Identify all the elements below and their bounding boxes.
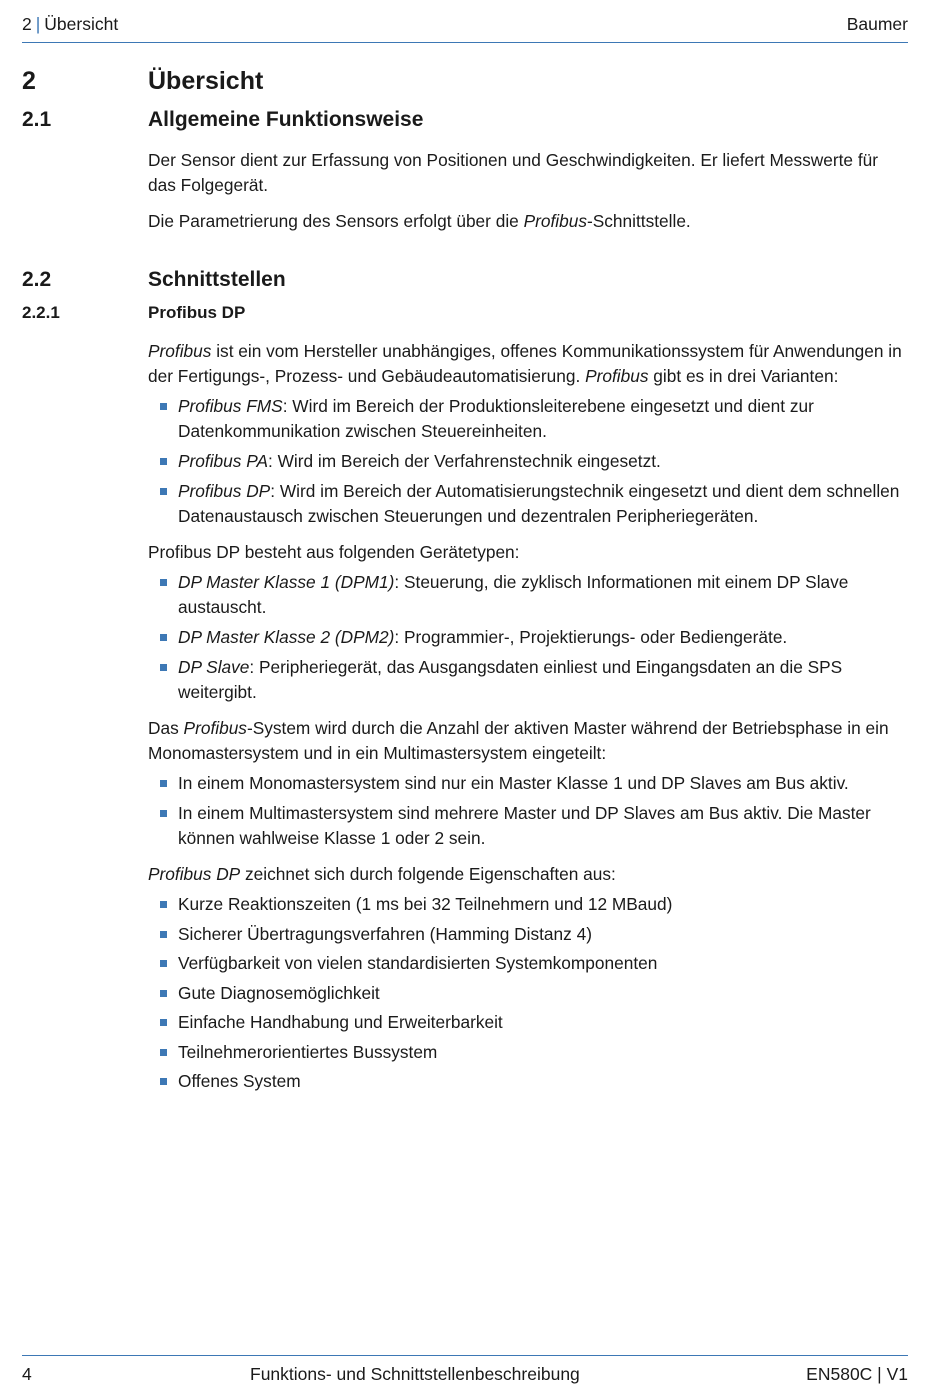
systems-list xyxy=(148,771,908,851)
bullet-icon xyxy=(160,488,167,495)
properties-list xyxy=(148,892,908,1094)
document-title: Funktions- und Schnittstellenbeschreibung xyxy=(250,1364,580,1384)
italic-term: DP Master Klasse 2 (DPM2) xyxy=(178,627,395,647)
bullet-icon xyxy=(160,403,167,410)
text-run: -System wird durch die Anzahl der aktiven Master während der Betriebsphase in ein Monomastersystem und in ein Multimastersystem eingeteilt: xyxy=(148,718,889,763)
bullet-icon xyxy=(160,664,167,671)
text-run: : Wird im Bereich der Verfahrenstechnik eingesetzt. xyxy=(267,451,661,471)
paragraph xyxy=(148,339,908,389)
bullet-icon xyxy=(160,990,167,997)
text-run: Einfache Handhabung und Erweiterbarkeit xyxy=(178,1012,503,1032)
text-run: Verfügbarkeit von vielen standardisierten Systemkomponenten xyxy=(178,953,658,973)
list-item xyxy=(148,655,908,705)
heading-2-title: Übersicht xyxy=(148,67,264,95)
text-run: zeichnet sich durch folgende Eigenschaften aus: xyxy=(240,864,616,884)
section-2-2-1-body xyxy=(148,339,908,1094)
bullet-icon xyxy=(160,579,167,586)
list-item xyxy=(148,771,908,796)
header-brand: Baumer xyxy=(846,14,908,34)
list-item xyxy=(148,1069,908,1094)
list-item xyxy=(148,1040,908,1065)
italic-term: Profibus DP xyxy=(178,481,271,501)
devices-list xyxy=(148,570,908,705)
heading-2-2-1-title: Profibus DP xyxy=(148,303,246,322)
text-run: : Programmier-, Projektierungs- oder Bediengeräte. xyxy=(394,627,788,647)
bullet-icon xyxy=(160,634,167,641)
text-run: In einem Multimastersystem sind mehrere Master und DP Slaves am Bus aktiv. Die Master können wahlweise Klasse 1 oder 2 sein. xyxy=(178,803,871,848)
italic-term: DP Master Klasse 1 (DPM1) xyxy=(178,572,395,592)
italic-term: Profibus xyxy=(148,341,212,361)
header-separator: | xyxy=(35,14,41,34)
paragraph xyxy=(148,862,908,887)
list-item xyxy=(148,951,908,976)
italic-term: Profibus PA xyxy=(178,451,268,471)
heading-2-2-title: Schnittstellen xyxy=(148,268,286,291)
list-item xyxy=(148,394,908,444)
heading-2-2-1-number: 2.2.1 xyxy=(22,303,60,322)
text-run: -Schnittstelle. xyxy=(587,211,691,231)
bullet-icon xyxy=(160,1019,167,1026)
page-footer xyxy=(22,1355,908,1388)
list-item xyxy=(148,570,908,620)
list-item xyxy=(148,479,908,529)
italic-term: DP Slave xyxy=(178,657,250,677)
text-run: Das xyxy=(148,718,184,738)
text-run: ist ein vom Hersteller unabhängiges, offenes Kommunikationssystem für Anwendungen in der Fertigungs-, Prozess- und Gebäudeautomatisierung. xyxy=(148,341,902,386)
text-run: In einem Monomastersystem sind nur ein Master Klasse 1 und DP Slaves am Bus aktiv. xyxy=(178,773,849,793)
text-run: Offenes System xyxy=(178,1071,301,1091)
header-section-number: 2 xyxy=(22,14,32,34)
italic-term: Profibus FMS xyxy=(178,396,283,416)
italic-term: Profibus xyxy=(585,366,649,386)
italic-term: Profibus DP xyxy=(148,864,241,884)
text-run: : Wird im Bereich der Produktionsleiterebene eingesetzt und dient zur Datenkommunikation zwischen Steuereinheiten. xyxy=(178,396,814,441)
paragraph xyxy=(148,209,908,234)
text-run: Die Parametrierung des Sensors erfolgt über die xyxy=(148,211,524,231)
page-header xyxy=(22,12,908,43)
bullet-icon xyxy=(160,1049,167,1056)
paragraph: Profibus DP besteht aus folgenden Gerätetypen: xyxy=(148,542,520,562)
bullet-icon xyxy=(160,1078,167,1085)
list-item xyxy=(148,801,908,851)
italic-term: Profibus xyxy=(523,211,587,231)
text-run: gibt es in drei Varianten: xyxy=(648,366,839,386)
heading-2-number: 2 xyxy=(22,67,36,95)
header-section xyxy=(22,14,118,35)
page-number: 4 xyxy=(22,1364,32,1384)
section-2-1-body xyxy=(148,148,908,234)
text-run: Gute Diagnosemöglichkeit xyxy=(178,982,380,1003)
italic-term: Profibus xyxy=(183,718,247,738)
bullet-icon xyxy=(160,458,167,465)
list-item xyxy=(148,449,908,474)
text-run: Sicherer Übertragungsverfahren (Hamming Distanz 4) xyxy=(178,923,592,944)
variants-list xyxy=(148,394,908,529)
heading-2-2-number: 2.2 xyxy=(22,268,52,291)
list-item xyxy=(148,922,908,947)
heading-2-1-number: 2.1 xyxy=(22,108,52,131)
list-item xyxy=(148,892,908,917)
bullet-icon xyxy=(160,780,167,787)
text-run: : Steuerung, die zyklisch Informationen mit einem DP Slave austauscht. xyxy=(178,572,849,617)
text-run: : Wird im Bereich der Automatisierungstechnik eingesetzt und dient dem schnellen Datenaustausch zwischen Steuerungen und dezentralen Peripheriegeräten. xyxy=(178,481,900,526)
text-run: Kurze Reaktionszeiten (1 ms bei 32 Teilnehmern und 12 MBaud) xyxy=(178,894,673,914)
document-id: EN580C | V1 xyxy=(806,1364,908,1384)
text-run: : Peripheriegerät, das Ausgangsdaten einliest und Eingangsdaten an die SPS weitergibt. xyxy=(178,657,843,702)
bullet-icon xyxy=(160,960,167,967)
bullet-icon xyxy=(160,810,167,817)
text-run: Teilnehmerorientiertes Bussystem xyxy=(178,1041,438,1062)
header-section-title: Übersicht xyxy=(44,14,119,34)
paragraph: Der Sensor dient zur Erfassung von Positionen und Geschwindigkeiten. Er liefert Messwerte für das Folgegerät. xyxy=(148,150,879,195)
bullet-icon xyxy=(160,901,167,908)
paragraph xyxy=(148,716,908,766)
list-item xyxy=(148,625,908,650)
heading-2-1-title: Allgemeine Funktionsweise xyxy=(148,108,424,131)
list-item xyxy=(148,981,908,1006)
bullet-icon xyxy=(160,931,167,938)
list-item xyxy=(148,1010,908,1035)
